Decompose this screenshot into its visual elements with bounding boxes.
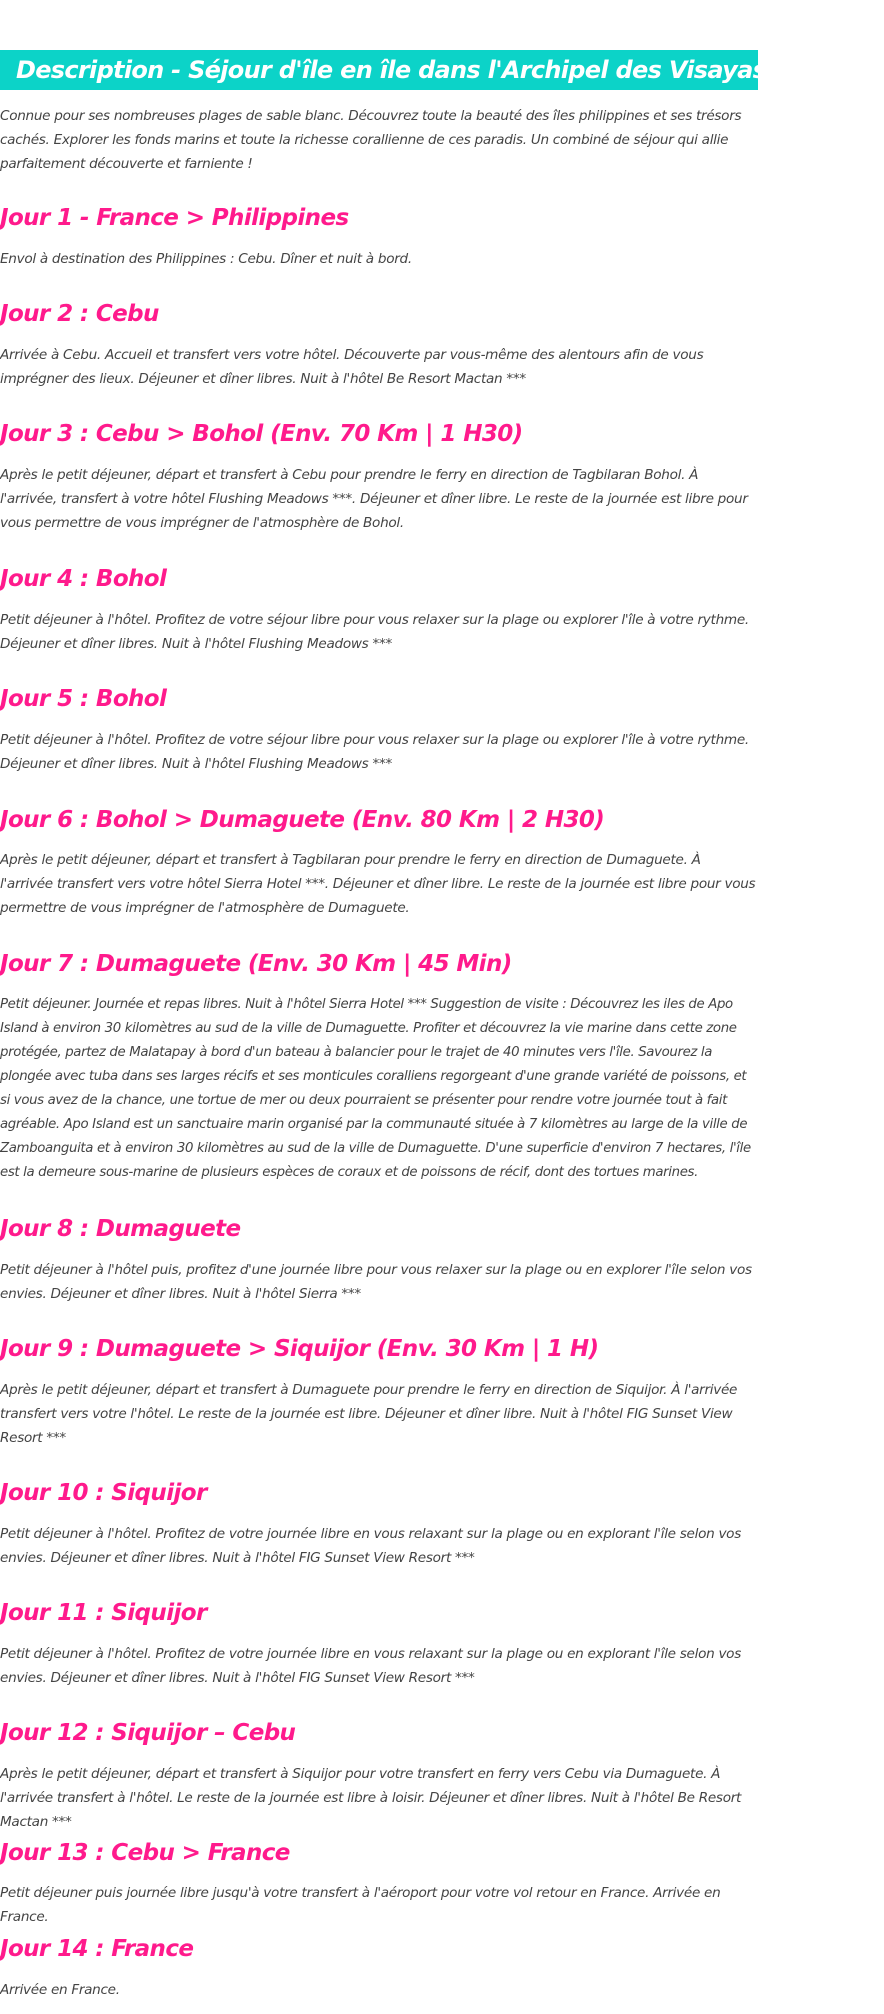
day-6-text: Après le petit déjeuner, départ et transfert à Tagbilaran pour prendre le ferry en direction de Dumaguete. À l'arrivée transfert vers votre hôtel Sierra Hotel ***. Déjeuner et dîner libre. Le reste de la journée est libre pour vous permettre de vous imprégner de l'atmosphère de Dumaguete. [0, 852, 756, 916]
day-2-text: Arrivée à Cebu. Accueil et transfert vers votre hôtel. Découverte par vous-même des alentours afin de vous imprégner des lieux. Déjeuner et dîner libres. Nuit à l'hôtel Be Resort Mactan *** [0, 347, 704, 387]
day-13-title: Jour 13 : Cebu > France [0, 1840, 290, 1866]
page-title: Description - Séjour d'île en île dans l'Archipel des Visayas - Privatif [16, 56, 884, 84]
day-3-text: Après le petit déjeuner, départ et transfert à Cebu pour prendre le ferry en direction de Tagbilaran Bohol. À l'arrivée, transfert à votre hôtel Flushing Meadows ***. Déjeuner et dîner libre. Le reste de la journée est libre pour vous permettre de vous imprégner de l'atmosphère de Bohol. [0, 467, 748, 531]
day-14-text: Arrivée en France. [0, 1982, 120, 1998]
day-11-title: Jour 11 : Siquijor [0, 1600, 207, 1626]
day-5-title: Jour 5 : Bohol [0, 686, 167, 712]
day-3-title: Jour 3 : Cebu > Bohol (Env. 70 Km | 1 H30) [0, 421, 523, 447]
day-10-text: Petit déjeuner à l'hôtel. Profitez de votre journée libre en vous relaxant sur la plage ou en explorant l'île selon vos envies. Déjeuner et dîner libres. Nuit à l'hôtel FIG Sunset View Resort *** [0, 1526, 741, 1566]
day-6-title: Jour 6 : Bohol > Dumaguete (Env. 80 Km | 2 H30) [0, 807, 605, 833]
day-12-text: Après le petit déjeuner, départ et transfert à Siquijor pour votre transfert en ferry vers Cebu via Dumaguete. À l'arrivée transfert à l'hôtel. Le reste de la journée est libre à loisir. Déjeuner et dîner libres. Nuit à l'hôtel Be Resort Mactan *** [0, 1766, 742, 1830]
day-7-text: Petit déjeuner. Journée et repas libres. Nuit à l'hôtel Sierra Hotel *** Suggestion de visite : Découvrez les iles de Apo Island à environ 30 kilomètres au sud de la ville de Dumaguette. Profiter et découvrez la vie marine dans cette zone protégée, partez de Malatapay à bord d'un bateau à balancier pour le trajet de 40 minutes vers l'île. Savourez la plongée avec tuba dans ses larges récifs et ses monticules coralliens regorgeant d'une grande variété de poissons, et si vous avez de la chance, une tortue de mer ou deux pourraient se présenter pour rendre votre journée tout à fait agréable. Apo Island est un sanctuaire marin organisé par la communauté située à 7 kilomètres au large de la ville de Zamboanguita et à environ 30 kilomètres au sud de la ville de Dumaguette. D'une superficie d'environ 7 hectares, l'île est la demeure sous-marine de plusieurs espèces de coraux et de poissons de récif, dont des tortues marines. [0, 997, 751, 1180]
day-9-text: Après le petit déjeuner, départ et transfert à Dumaguete pour prendre le ferry en direction de Siquijor. À l'arrivée transfert vers votre l'hôtel. Le reste de la journée est libre. Déjeuner et dîner libre. Nuit à l'hôtel FIG Sunset View Resort *** [0, 1382, 738, 1446]
day-11-text: Petit déjeuner à l'hôtel. Profitez de votre journée libre en vous relaxant sur la plage ou en explorant l'île selon vos envies. Déjeuner et dîner libres. Nuit à l'hôtel FIG Sunset View Resort *** [0, 1646, 741, 1686]
day-12-title: Jour 12 : Siquijor – Cebu [0, 1720, 296, 1746]
day-4-text: Petit déjeuner à l'hôtel. Profitez de votre séjour libre pour vous relaxer sur la plage ou explorer l'île à votre rythme. Déjeuner et dîner libres. Nuit à l'hôtel Flushing Meadows *** [0, 612, 749, 652]
day-14-title: Jour 14 : France [0, 1936, 194, 1962]
day-9-title: Jour 9 : Dumaguete > Siquijor (Env. 30 Km | 1 H) [0, 1336, 599, 1362]
day-8-title: Jour 8 : Dumaguete [0, 1216, 241, 1242]
day-5-text: Petit déjeuner à l'hôtel. Profitez de votre séjour libre pour vous relaxer sur la plage ou explorer l'île à votre rythme. Déjeuner et dîner libres. Nuit à l'hôtel Flushing Meadows *** [0, 732, 749, 772]
day-2-title: Jour 2 : Cebu [0, 301, 159, 327]
day-1-title: Jour 1 - France > Philippines [0, 205, 349, 231]
day-4-title: Jour 4 : Bohol [0, 566, 167, 592]
day-7-title: Jour 7 : Dumaguete (Env. 30 Km | 45 Min) [0, 951, 512, 977]
intro-paragraph: Connue pour ses nombreuses plages de sable blanc. Découvrez toute la beauté des îles philippines et ses trésors cachés. Explorer les fonds marins et toute la richesse corallienne de ces paradis. Un combiné de séjour qui allie parfaitement découverte et farniente ! [0, 108, 742, 172]
day-8-text: Petit déjeuner à l'hôtel puis, profitez d'une journée libre pour vous relaxer sur la plage ou en explorer l'île selon vos envies. Déjeuner et dîner libres. Nuit à l'hôtel Sierra *** [0, 1262, 752, 1302]
day-1-text: Envol à destination des Philippines : Cebu. Dîner et nuit à bord. [0, 251, 412, 267]
day-13-text: Petit déjeuner puis journée libre jusqu'à votre transfert à l'aéroport pour votre vol retour en France. Arrivée en France. [0, 1885, 721, 1925]
day-10-title: Jour 10 : Siquijor [0, 1480, 207, 1506]
